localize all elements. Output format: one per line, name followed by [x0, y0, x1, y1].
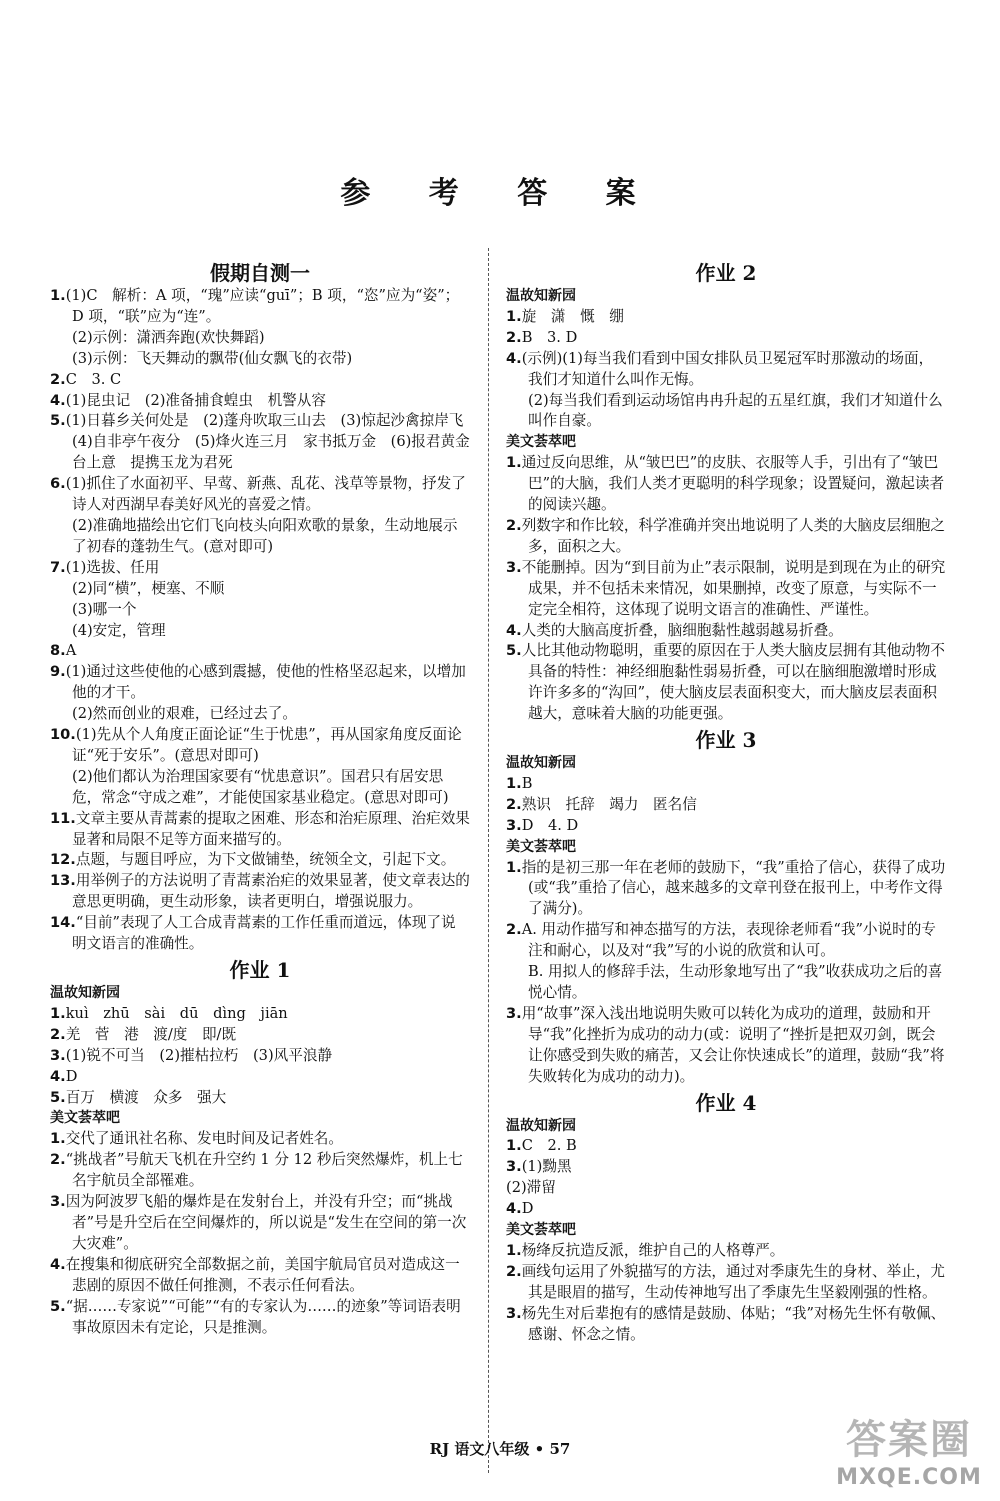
item-number: 2. [506, 1262, 522, 1280]
answer-subitem: (2)滞留 [506, 1179, 556, 1197]
item-text: 通过反向思维，从“皱巴巴”的皮肤、衣服等人手，引出有了“皱巴巴”的大脑，我们人类才更聪明的科学现象；设置疑问，激起读者的阅读兴趣。 [521, 454, 945, 514]
answer-subitem: (3)示例：飞天舞动的飘带(仙女飘飞的衣带) [72, 349, 353, 367]
answer-item [50, 1067, 470, 1088]
item-text: 熟识 托辞 竭力 匿名信 [521, 795, 697, 813]
answer-subitem: (2)准确地描绘出它们飞向枝头向阳欢歌的景象，生动地展示了初春的蓬勃生气。(意对即可) [72, 516, 458, 555]
item-number: 3. [506, 816, 522, 834]
answer-item [50, 913, 470, 955]
answer-item [506, 816, 946, 837]
item-number: 7. [50, 558, 66, 576]
item-number: 2. [506, 921, 522, 939]
item-text: (示例)(1)每当我们看到中国女排队员卫冕冠军时那激动的场面，我们才知道什么叫作无悔。 [521, 349, 934, 388]
item-text: (1)日暮乡关何处是 (2)蓬舟吹取三山去 (3)惊起沙禽掠岸飞 (4)自非亭午夜分 (5)烽火连三月 家书抵万金 (6)报君黄金台上意 提携玉龙为君死 [65, 412, 478, 472]
item-number: 4. [506, 621, 522, 639]
answer-item [50, 1004, 470, 1025]
answer-item [506, 558, 946, 621]
item-text: 杨先生对后辈抱有的感情是鼓励、体贴；“我”对杨先生怀有敬佩、感谢、怀念之情。 [521, 1304, 946, 1343]
answer-item [506, 1262, 946, 1304]
answer-item [50, 474, 470, 516]
answer-subitem: (2)每当我们看到运动场馆冉冉升起的五星红旗，我们才知道什么叫作自豪。 [528, 391, 943, 430]
right-column [506, 258, 946, 1346]
item-text: A. 用动作描写和神态描写的方法，表现徐老师看“我”小说时的专注和耐心，以及对“我”写的小说的欣赏和认可。 [521, 921, 936, 960]
item-number: 1. [506, 1137, 522, 1155]
item-text: 人比其他动物聪明，重要的原因在于人类大脑皮层拥有其他动物不具备的特性：神经细胞黏性弱易折叠，可以在脑细胞激增时形成许许多多的“沟回”，使大脑皮层表面积变大，而大脑皮层表面积越大，意味着大脑的功能更强。 [521, 642, 945, 723]
answer-item [50, 1129, 470, 1150]
item-text: (1)锐不可当 (2)摧枯拉朽 (3)风平浪静 [65, 1046, 333, 1064]
answer-item [50, 1297, 470, 1339]
answer-item [506, 795, 946, 816]
answer-item [50, 641, 470, 662]
item-number: 5. [50, 1297, 66, 1315]
item-text: 用举例子的方法说明了青蒿素治疟的效果显著，使文章表达的意思更明确，更生动形象，读者更明白，增强说服力。 [72, 872, 470, 911]
item-number: 3. [506, 1158, 522, 1176]
answer-item [50, 1025, 470, 1046]
answer-item [50, 809, 470, 851]
item-number: 2. [50, 1025, 66, 1043]
answer-item [50, 1046, 470, 1067]
answer-item [506, 858, 946, 921]
answer-item [506, 1157, 946, 1178]
answer-item [50, 871, 470, 913]
answer-item [50, 411, 478, 474]
item-number: 3. [506, 558, 522, 576]
item-text: C 3. C [65, 370, 122, 388]
item-number: 1. [50, 1004, 66, 1022]
item-text: 人类的大脑高度折叠，脑细胞黏性越弱越易折叠。 [521, 621, 843, 639]
item-number: 3. [506, 1304, 522, 1322]
answer-item [50, 1192, 470, 1255]
answer-item [506, 1304, 946, 1346]
answer-subitem: (2)他们都认为治理国家要有“忧患意识”。国君只有居安思危，常念“守成之难”，才能使国家基业稳定。(意思对即可) [72, 767, 449, 806]
item-text: D 4. D [521, 816, 579, 834]
item-text: 在搜集和彻底研究全部数据之前，美国宇航局官员对造成这一悲剧的原因不做任何推测，不表示任何看法。 [65, 1255, 460, 1294]
item-text: B 3. D [521, 328, 578, 346]
item-text: 文章主要从青蒿素的提取之困难、形态和治疟原理、治疟效果显著和局限不足等方面来描写的。 [72, 809, 470, 848]
item-number: 4. [506, 1200, 522, 1218]
item-text: 点题，与题目呼应，为下文做铺垫，统领全文，引起下文。 [75, 851, 456, 869]
watermark-logo [834, 1408, 984, 1490]
item-number: 3. [50, 1193, 66, 1211]
answer-item [506, 328, 946, 349]
answer-item [506, 774, 946, 795]
answer-item [50, 725, 470, 767]
item-number: 4. [50, 1255, 66, 1273]
column-divider [488, 248, 489, 1473]
answer-item [506, 621, 946, 642]
answer-item [50, 850, 470, 871]
item-text: 指的是初三那一年在老师的鼓励下，“我”重拾了信心，获得了成功(或“我”重拾了信心，越来越多的文章刊登在报刊上，中考作文得了满分)。 [521, 858, 946, 918]
answer-item [506, 349, 946, 391]
item-number: 13. [50, 872, 76, 890]
item-number: 12. [50, 851, 76, 869]
item-number: 4. [50, 1067, 66, 1085]
item-number: 2. [50, 370, 66, 388]
item-text: 画线句运用了外貌描写的方法，通过对季康先生的身材、举止，尤其是眼眉的描写，生动传神地写出了季康先生坚毅刚强的性格。 [521, 1262, 945, 1301]
subsection-title: 温故知新园 [50, 985, 120, 1001]
item-number: 2. [50, 1151, 66, 1169]
item-text: (1)昆虫记 (2)准备捕食蝗虫 机警从容 [65, 391, 326, 409]
item-number: 1. [506, 1241, 522, 1259]
answer-item [506, 1004, 946, 1088]
section-title: 假期自测一 [210, 261, 310, 285]
item-text: 杨绛反抗造反派，维护自己的人格尊严。 [521, 1241, 785, 1259]
page-footer: RJ 语文八年级 • 57 [429, 1440, 571, 1458]
item-text: “目前”表现了人工合成青蒿素的工作任重而道远，体现了说明文语言的准确性。 [72, 914, 456, 953]
answer-item [50, 391, 470, 412]
answer-item [506, 1136, 946, 1157]
answer-item [50, 662, 470, 704]
item-number: 10. [50, 726, 76, 744]
watermark-url: MXQE.COM [836, 1465, 982, 1490]
item-number: 8. [50, 642, 66, 660]
item-text: 旋 潇 慨 绷 [521, 307, 624, 325]
item-text: kuì zhū sài dū dìng jiān [65, 1004, 288, 1022]
subsection-title: 美文荟萃吧 [506, 1222, 576, 1239]
page-title: 参 考 答 案 [340, 176, 660, 211]
item-number: 1. [506, 454, 522, 472]
item-number: 2. [506, 795, 522, 813]
answer-item [50, 286, 470, 328]
item-text: D [65, 1067, 78, 1085]
item-number: 1. [50, 1130, 66, 1148]
item-text: A [65, 642, 77, 660]
item-text: “挑战者”号航天飞机在升空约 1 分 12 秒后突然爆炸，机上七名宇航员全部罹难。 [65, 1151, 463, 1190]
answer-subitem: B. 用拟人的修辞手法，生动形象地写出了“我”收获成功之后的喜悦心情。 [528, 963, 943, 1001]
item-text: (1)C 解析：A 项，“瑰”应读“guī”；B 项，“恣”应为“姿”；D 项，“联”应为“连”。 [65, 287, 460, 325]
subsection-title: 温故知新园 [506, 1117, 576, 1134]
item-text: D [521, 1200, 534, 1218]
answer-item [506, 1199, 946, 1220]
answer-item [506, 641, 946, 725]
answer-subitem: (3)哪一个 [72, 600, 137, 618]
item-number: 5. [50, 1088, 66, 1106]
answer-item [50, 370, 470, 391]
item-text: (1)黝黑 [521, 1158, 572, 1176]
left-column [50, 258, 478, 1338]
item-number: 2. [506, 516, 522, 534]
item-number: 5. [50, 412, 66, 430]
item-text: C 2. B [521, 1137, 577, 1155]
subsection-title: 美文荟萃吧 [50, 1110, 120, 1127]
item-number: 5. [506, 642, 522, 660]
item-text: (1)选拔、任用 [65, 558, 160, 576]
item-number: 4. [50, 391, 66, 409]
answer-subitem: (2)示例：潇洒奔跑(欢快舞蹈) [72, 328, 265, 346]
section-title: 作业 3 [695, 728, 757, 753]
answer-item [506, 516, 946, 558]
answer-subitem: (2)同“横”，梗塞、不顺 [72, 579, 225, 597]
answer-item [50, 558, 470, 579]
item-text: (1)通过这些使他的心感到震撼，使他的性格坚忍起来，以增加他的才干。 [65, 663, 466, 702]
item-number: 3. [506, 1004, 522, 1022]
item-number: 6. [50, 475, 66, 493]
answer-item [506, 920, 946, 962]
answer-subitem: (4)安定，管理 [72, 621, 166, 639]
item-number: 11. [50, 809, 76, 827]
item-text: 交代了通讯社名称、发电时间及记者姓名。 [65, 1130, 343, 1148]
subsection-title: 温故知新园 [506, 755, 576, 772]
item-number: 9. [50, 663, 66, 681]
item-text: 羌 菅 港 渡/度 即/既 [65, 1025, 237, 1043]
answer-item [506, 453, 946, 516]
item-number: 1. [50, 287, 66, 304]
subsection-title: 温故知新园 [506, 288, 576, 304]
item-number: 1. [506, 774, 522, 792]
item-number: 14. [50, 914, 76, 932]
item-text: 百万 横渡 众多 强大 [65, 1088, 227, 1106]
item-number: 1. [506, 858, 522, 876]
item-text: B [521, 774, 533, 792]
item-number: 2. [506, 328, 522, 346]
section-title: 作业 4 [695, 1090, 757, 1115]
item-text: 列数字和作比较，科学准确并突出地说明了人类的大脑皮层细胞之多，面积之大。 [521, 516, 945, 555]
section-title: 作业 1 [229, 958, 291, 982]
answer-item [50, 1150, 470, 1192]
item-text: 用“故事”深入浅出地说明失败可以转化为成功的道理，鼓励和开导“我”化挫折为成功的动力(或：说明了“挫折是把双刃剑，既会让你感受到失败的痛苦，又会让你快速成长”的道理，鼓励“我”将失败转化为成功的动力)。 [521, 1004, 945, 1085]
item-text: 因为阿波罗飞船的爆炸是在发射台上，并没有升空；而“挑战者”号是升空后在空间爆炸的，所以说是“发生在空间的第一次大灾难”。 [65, 1193, 467, 1252]
answer-item [506, 1241, 946, 1262]
item-text: 不能删掉。因为“到目前为止”表示限制，说明是到现在为止的研究成果，并不包括未来情况，如果删掉，改变了原意，与实际不一定完全相符，这体现了说明文语言的准确性、严谨性。 [521, 558, 946, 618]
item-number: 1. [506, 307, 522, 325]
watermark-badge: 答案圈 [846, 1417, 972, 1463]
answer-item [50, 1255, 470, 1297]
item-text: (1)抓住了水面初平、早莺、新燕、乱花、浅草等景物，抒发了诗人对西湖早春美好风光的喜爱之情。 [65, 475, 466, 514]
item-number: 3. [50, 1046, 66, 1064]
answer-item [50, 1088, 470, 1109]
subsection-title: 美文荟萃吧 [506, 434, 576, 451]
answer-subitem: (2)然而创业的艰难，已经过去了。 [72, 705, 297, 723]
item-number: 4. [506, 349, 522, 367]
section-title: 作业 2 [695, 261, 757, 285]
item-text: (1)先从个人角度正面论证“生于忧患”，再从国家角度反面论证“死于安乐”。(意思对即可) [72, 726, 462, 764]
item-text: “据……专家说”“可能”“有的专家认为……的迹象”等词语表明事故原因未有定论，只是推测。 [65, 1297, 461, 1336]
answer-item [506, 307, 946, 328]
subsection-title: 美文荟萃吧 [506, 838, 576, 855]
